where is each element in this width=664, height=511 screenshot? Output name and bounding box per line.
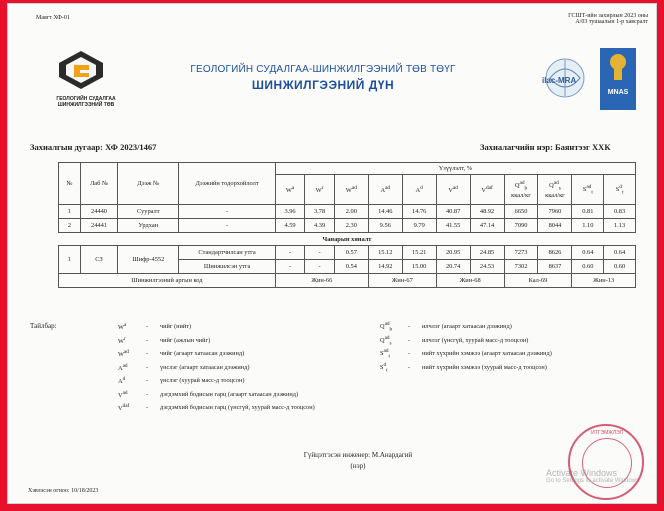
mnas-logo: MNAS xyxy=(600,48,636,110)
document-page xyxy=(7,3,657,504)
activation-watermark: Activate Windows Go to Settings to activate Windows. xyxy=(546,468,641,484)
col-sample-desc: Дээжийн тодорхойлолт xyxy=(179,163,275,205)
quality-control-heading: Чанарын хяналт xyxy=(59,233,636,246)
document-title: ШИНЖИЛГЭЭНИЙ ДҮН xyxy=(251,78,395,92)
param-vad: $V^{ad}$ xyxy=(436,175,470,205)
qc-row: 1 СЗ Шифр-4552 Стандартчилсан утга - - 0.57 15.12 15.21 20.95 24.85 7273 8626 0.64 0.64 xyxy=(59,246,636,260)
col-sample-no: Дээж № xyxy=(118,163,179,205)
legend-right: $Q^{ad}_b$ - илчлэг (агаарт хатаасан дээжинд) $Q^{ad}_s$ - илчлэг (үнсгүй, хуурай масс-д тооцсон) $S^{ad}_t$ - нийт хүхрийн хэмжээ (агаарт хатаасан дээжинд) $S^d_t$ - нийт хүхрийн хэмжээ (хуурай масс-д тооцсон) xyxy=(380,321,552,373)
official-stamp: ИТГЭМЖЛЭЛ xyxy=(568,424,644,500)
param-ad: $A^d$ xyxy=(402,175,436,205)
param-wr: $W^r$ xyxy=(305,175,335,205)
organization-name: ГЕОЛОГИЙН СУДАЛГАА-ШИНЖИЛГЭЭНИЙ ТӨВ ТӨҮГ xyxy=(190,64,456,75)
param-aad: $A^{ad}$ xyxy=(368,175,402,205)
param-vdaf: $V^{daf}$ xyxy=(470,175,504,205)
param-wad: $W^{ad}$ xyxy=(334,175,368,205)
logo-mark-icon xyxy=(56,49,106,91)
col-no: № xyxy=(59,163,81,205)
engineer-signature-block xyxy=(268,451,448,470)
legend-left: $W^a$ - чийг (нийт) $W^r$ - чийг (ажлын чийг) $W^{ad}$ - чийг (агаарт хатаасан дээжинд) $A^{ad}$ - үнслэг (агаарт хатаасан дээжинд) $A^d$ - үнслэг (хуурай масс-д тооцсон) $V^{ad}$ - дэгдэмхий бодисын гарц (агаарт хатаасан дээжинд) $V^{daf}$ - дэгдэмхий бодисын гарц (үнсгүй, хуурай масс-д тооцсон) xyxy=(118,322,315,413)
customer-name: Захиалагчийн нэр: Баянтээг ХХК xyxy=(480,142,611,152)
param-sd-t: $S^d_t$ xyxy=(604,175,636,205)
gssht-logo: ГЕОЛОГИЙН СУДАЛГАА ШИНЖИЛГЭЭНИЙ ТӨВ xyxy=(56,49,116,108)
engineer-name: Гүйцэтгэсэн инженер: М.Анардагий xyxy=(303,451,413,459)
ilac-mra-logo: ilac-MRA xyxy=(536,56,594,106)
col-results: Үзүүлэлт, % xyxy=(275,163,635,175)
soyombo-emblem-icon xyxy=(600,48,636,84)
results-table xyxy=(58,162,636,288)
table-row: 1 24440 Сууралт - 3.96 3.78 2.00 14.46 14.76 40.87 48.92 6650 7960 0.81 0.83 xyxy=(59,205,636,219)
table-row: 2 24441 Урдхан - 4.59 4.39 2.30 9.56 9.79 41.55 47.14 7090 8044 1.10 1.13 xyxy=(59,219,636,233)
param-qad-s: $Q^{ad}_s$ ккал/кг xyxy=(538,175,572,205)
qc-row: Шинжилсэн утга - - 0.54 14.92 15.00 20.74 24.53 7302 8637 0.60 0.60 xyxy=(59,260,636,274)
col-lab-no: Лаб № xyxy=(80,163,117,205)
form-code: Маягт ХФ-01 xyxy=(36,15,70,21)
param-sad-t: $S^{ad}_t$ xyxy=(572,175,604,205)
legend-label: Тайлбар: xyxy=(30,322,57,330)
header-block xyxy=(178,64,468,92)
issued-date: Хэвлэсэн огноо: 10/18/2023 xyxy=(28,488,99,494)
methods-row: Шинжилгээний аргын код Жин-66 Жин-67 Жин-68 Кал-69 Жин-13 xyxy=(59,274,636,288)
approval-note: ГСШТ-ийн захирлын 2023 оны А/03 тушаалын 1-р хавсралт xyxy=(568,13,648,25)
param-qad-b: $Q^{ad}_b$ ккал/кг xyxy=(504,175,538,205)
order-number: Захиалгын дугаар: ХФ 2023/1467 xyxy=(30,142,157,152)
engineer-name-caption: (нэр) xyxy=(350,462,366,470)
param-wa: $W^a$ xyxy=(275,175,305,205)
